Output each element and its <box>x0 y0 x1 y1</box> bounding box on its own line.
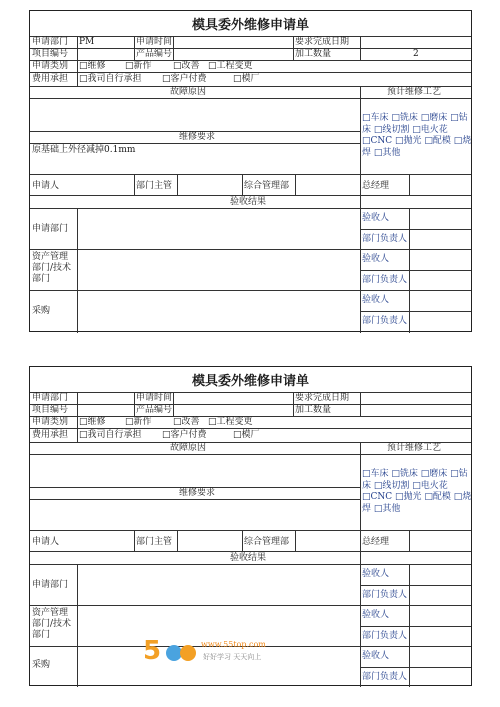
receiver-label: 验收人 <box>362 295 390 305</box>
qty-label: 加工数量 <box>295 405 332 415</box>
type-option-eng-change[interactable]: □工程变更 <box>208 417 253 427</box>
cost-label: 费用承担 <box>32 430 69 440</box>
process-options[interactable]: □车床 □铣床 □磨床 □钻床 □线切割 □电火花 □CNC □抛光 □配模 □烧焊 □其他 <box>362 113 472 158</box>
process-label: 预计维修工艺 <box>387 443 442 453</box>
5top-logo-icon <box>141 633 201 667</box>
type-option-new[interactable]: □新作 <box>125 61 152 71</box>
repair-label: 维修要求 <box>179 132 216 142</box>
row-label-purchase: 采购 <box>32 660 51 670</box>
qty-value[interactable]: 2 <box>413 49 419 59</box>
receiver-label: 验收人 <box>362 651 390 661</box>
apply-dept-value[interactable]: PM <box>79 37 95 47</box>
deadline-label: 要求完成日期 <box>295 393 350 403</box>
dept-head-label: 部门负责人 <box>362 590 408 600</box>
type-option-new[interactable]: □新作 <box>125 417 152 427</box>
project-no-label: 项目编号 <box>32 405 69 415</box>
applicant-label: 申请人 <box>32 181 60 191</box>
cost-option-self[interactable]: □我司自行承担 <box>79 430 142 440</box>
project-no-label: 项目编号 <box>32 49 69 59</box>
row-label-asset-tech: 资产管理部门/技术部门 <box>32 252 72 284</box>
type-label: 申请类别 <box>32 417 69 427</box>
receiver-label: 验收人 <box>362 610 390 620</box>
apply-dept-label: 申请部门 <box>32 37 69 47</box>
repair-text[interactable]: 原基础上外径减掉0.1mm <box>32 145 136 155</box>
admin-label: 综合管理部 <box>244 181 290 191</box>
type-option-repair[interactable]: □维修 <box>79 61 106 71</box>
repair-label: 维修要求 <box>179 488 216 498</box>
cost-label: 费用承担 <box>32 74 69 84</box>
acceptance-label: 验收结果 <box>230 197 267 207</box>
type-option-eng-change[interactable]: □工程变更 <box>208 61 253 71</box>
admin-label: 综合管理部 <box>244 537 290 547</box>
apply-dept-label: 申请部门 <box>32 393 69 403</box>
applicant-label: 申请人 <box>32 537 60 547</box>
type-option-improve[interactable]: □改善 <box>173 61 200 71</box>
type-option-repair[interactable]: □维修 <box>79 417 106 427</box>
watermark-slogan: 好好学习 天天向上 <box>203 653 262 661</box>
receiver-label: 验收人 <box>362 213 390 223</box>
form-title: 模具委外维修申请单 <box>191 18 309 33</box>
type-option-improve[interactable]: □改善 <box>173 417 200 427</box>
cost-option-moldshop[interactable]: □模厂 <box>233 430 260 440</box>
process-options[interactable]: □车床 □铣床 □磨床 □钻床 □线切割 □电火花 □CNC □抛光 □配模 □烧焊 □其他 <box>362 469 472 514</box>
dept-head-label: 部门负责人 <box>362 275 408 285</box>
cost-option-moldshop[interactable]: □模厂 <box>233 74 260 84</box>
site-watermark <box>141 633 321 667</box>
product-no-label: 产品编号 <box>136 49 173 59</box>
dept-head-label: 部门负责人 <box>362 631 408 641</box>
receiver-label: 验收人 <box>362 569 390 579</box>
row-label-asset-tech: 资产管理部门/技术部门 <box>32 608 72 640</box>
cost-option-customer[interactable]: □客户付费 <box>162 430 207 440</box>
row-label-apply-dept: 申请部门 <box>32 580 69 590</box>
cost-option-customer[interactable]: □客户付费 <box>162 74 207 84</box>
row-label-apply-dept: 申请部门 <box>32 224 69 234</box>
dept-head-label: 部门负责人 <box>362 234 408 244</box>
deadline-label: 要求完成日期 <box>295 37 350 47</box>
acceptance-label: 验收结果 <box>230 553 267 563</box>
repair-request-form-1 <box>29 10 472 332</box>
dept-head-label: 部门负责人 <box>362 316 408 326</box>
fault-label: 故障原因 <box>170 443 207 453</box>
watermark-url: www.55top.com <box>201 640 266 649</box>
gm-label: 总经理 <box>362 537 390 547</box>
row-label-purchase: 采购 <box>32 306 51 316</box>
cost-option-self[interactable]: □我司自行承担 <box>79 74 142 84</box>
apply-time-label: 申请时间 <box>136 393 173 403</box>
qty-label: 加工数量 <box>295 49 332 59</box>
process-label: 预计维修工艺 <box>387 87 442 97</box>
supervisor-label: 部门主管 <box>136 181 173 191</box>
apply-time-label: 申请时间 <box>136 37 173 47</box>
form-title: 模具委外维修申请单 <box>191 374 309 389</box>
gm-label: 总经理 <box>362 181 390 191</box>
type-label: 申请类别 <box>32 61 69 71</box>
svg-text:5: 5 <box>143 636 162 666</box>
fault-label: 故障原因 <box>170 87 207 97</box>
supervisor-label: 部门主管 <box>136 537 173 547</box>
dept-head-label: 部门负责人 <box>362 672 408 682</box>
product-no-label: 产品编号 <box>136 405 173 415</box>
receiver-label: 验收人 <box>362 254 390 264</box>
